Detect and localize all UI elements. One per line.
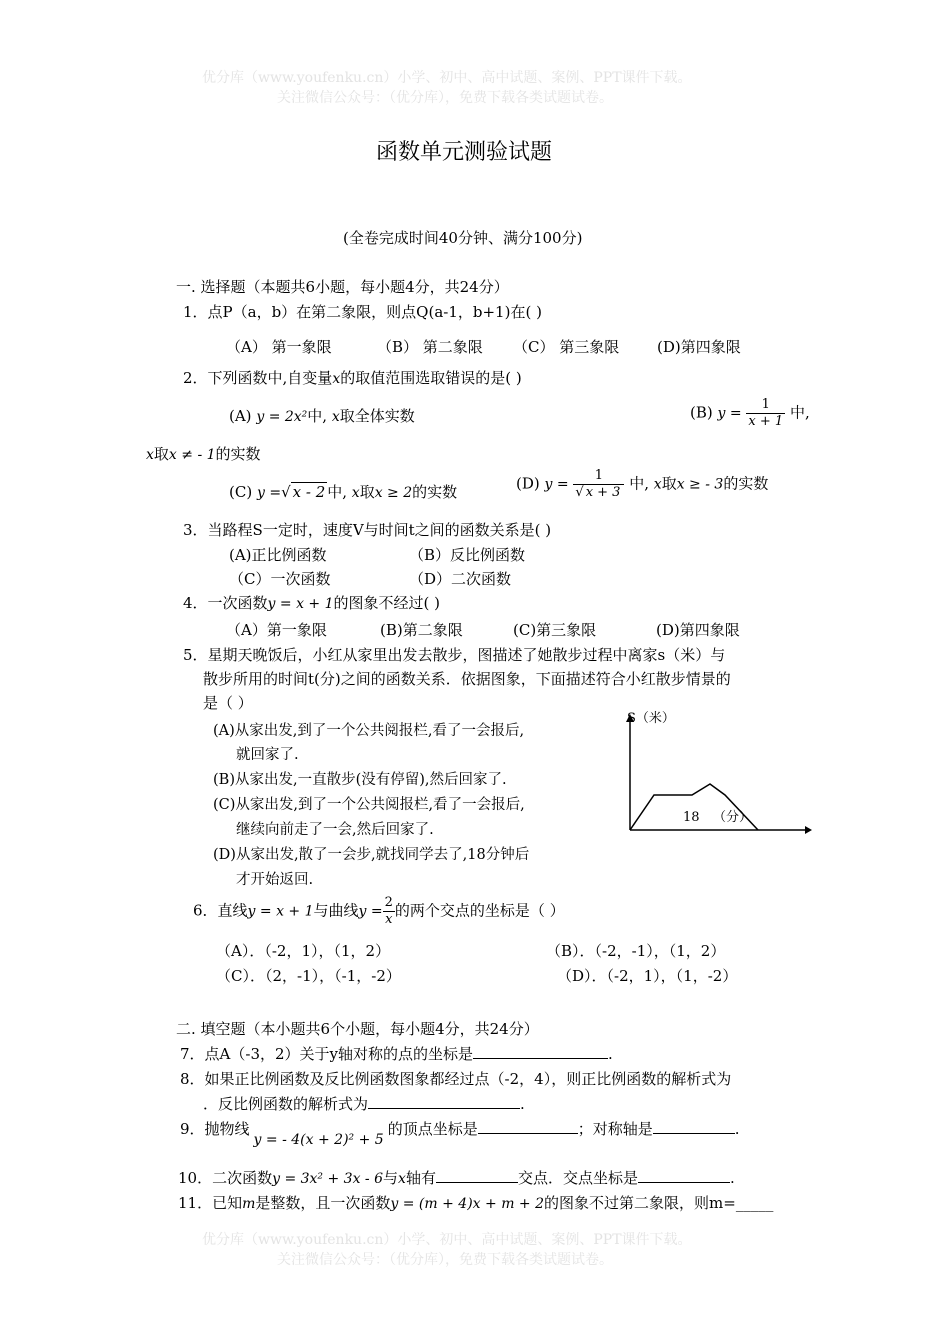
q9 <box>180 1118 740 1148</box>
q9-text-c: ；对称轴是 <box>577 1120 653 1138</box>
q5-stem-line3: 是（ ） <box>203 694 253 712</box>
q7-text: 7．点A（-3，2）关于y轴对称的点的坐标是 <box>180 1045 474 1063</box>
q2-d-tail3: 的实数 <box>723 474 769 493</box>
q5-option-d-line2: 才开始返回. <box>236 872 314 888</box>
q2-b-label: (B) <box>690 403 713 422</box>
watermark-top-line1: 优分库（www.youfenku.cn）小学、初中、高中试题、案例、PPT课件下载。 <box>202 70 692 86</box>
q6-option-d: （D）．（-2，1），（1，-2） <box>557 967 738 985</box>
q10-end: . <box>729 1169 735 1187</box>
q2-d-num: 1 <box>573 468 624 485</box>
q11-text-c: 的图象不过第二象限，则m= <box>544 1194 736 1212</box>
q7-answer-blank[interactable] <box>473 1044 608 1059</box>
q2-option-c: (C) y =√ x - 2 中, x取x ≥ 2的实数 <box>229 483 458 501</box>
q8-text: ．反比例函数的解析式为 <box>203 1095 369 1113</box>
q2-b-cont-tail: 的实数 <box>215 445 261 463</box>
q5-graph-x-arrow <box>805 826 812 834</box>
q11-var: m <box>242 1196 256 1212</box>
q2-b-tail: 中, <box>789 403 810 422</box>
q2-a-var: x <box>331 409 340 425</box>
q2-c-tail2: 取 <box>359 483 375 501</box>
q6-option-b: （B）．（-2，-1），（1，2） <box>546 942 726 960</box>
q3-option-a: (A)正比例函数 <box>229 546 327 564</box>
q5-graph-t-label: 18 <box>683 810 700 825</box>
q5-graph-ylabel: S（米） <box>627 711 675 726</box>
q2-c-var: x <box>351 485 360 501</box>
q8-line1: 8．如果正比例函数及反比例函数图象都经过点（-2，4），则正比例函数的解析式为 <box>180 1070 732 1088</box>
q4-option-d: (D)第四象限 <box>656 621 740 639</box>
q1-option-d: (D)第四象限 <box>657 338 741 356</box>
q5-option-d-line1: (D)从家出发,散了一会步,就找同学去了,18分钟后 <box>213 847 530 863</box>
section1-heading: 一. 选择题（本题共6小题，每小题4分，共24分） <box>176 278 509 296</box>
q5-option-a-line1: (A)从家出发,到了一个公共阅报栏,看了一会报后, <box>213 723 525 739</box>
q6-fraction <box>383 895 395 928</box>
watermark-bottom-line2: 关注微信公众号：（优分库），免费下载各类试题试卷。 <box>277 1252 613 1268</box>
q2-option-b <box>690 397 810 430</box>
q4-stem-a: 4．一次函数 <box>183 594 268 612</box>
q11-expr: y = (m + 4)x + m + 2 <box>390 1196 545 1212</box>
q2-b-num: 1 <box>746 397 785 414</box>
q3-option-d: （D）二次函数 <box>409 570 512 588</box>
q11-answer-blank[interactable]: _____ <box>735 1194 774 1212</box>
q2-c-radicand: x - 2 <box>292 483 326 501</box>
q2-stem-var: x <box>332 371 341 387</box>
q4-option-c: (C)第三象限 <box>513 621 597 639</box>
q2-d-radicand: x + 3 <box>585 485 621 500</box>
q2-b-cont-expr: x ≠ - 1 <box>168 447 216 463</box>
q2-a-label: (A) <box>229 407 252 425</box>
q2-d-lhs: y = <box>544 476 569 493</box>
q10-text-c: 轴有 <box>405 1169 436 1187</box>
q2-a-expr: y = 2x² <box>256 409 308 425</box>
q3-option-c: （C）一次函数 <box>229 570 331 588</box>
q10-points-blank[interactable] <box>638 1168 730 1183</box>
q2-c-lhs: y = <box>256 485 282 501</box>
q5-option-b-line1: (B)从家出发,一直散步(没有停留),然后回家了. <box>213 772 507 788</box>
q2-c-tail3: 的实数 <box>412 483 458 501</box>
page-subtitle: (全卷完成时间40分钟、满分100分) <box>343 229 583 247</box>
q2-c-cond: x ≥ 2 <box>374 485 413 501</box>
page-title: 函数单元测验试题 <box>376 140 553 165</box>
q2-c-tail: 中, <box>327 483 352 501</box>
q6-den: x <box>385 912 393 927</box>
q8-answer-blank[interactable] <box>368 1094 520 1109</box>
q2-stem <box>183 367 522 388</box>
q5-stem-line2: 散步所用的时间t(分)之间的函数关系．依据图象，下面描述符合小红散步情景的 <box>203 670 731 688</box>
q2-b-fraction <box>746 397 785 430</box>
q9-text-b: 的顶点坐标是 <box>387 1120 478 1138</box>
q6-option-c: （C）．（2，-1），（-1，-2） <box>216 967 401 985</box>
q3-stem: 3．当路程S一定时，速度V与时间t之间的函数关系是( ) <box>183 521 552 539</box>
q4-stem-b: 的图象不经过( ) <box>333 594 441 612</box>
watermark-top-line2: 关注微信公众号：（优分库），免费下载各类试题试卷。 <box>277 90 613 106</box>
q11-text: 11．已知 <box>178 1194 243 1212</box>
q6-stem <box>193 895 565 928</box>
q1-option-c: （C） 第三象限 <box>513 338 620 356</box>
q5-option-c-line1: (C)从家出发,到了一个公共阅报栏,看了一会报后, <box>213 797 525 813</box>
q5-graph <box>610 708 815 848</box>
q6-stem-a: 6．直线 <box>193 901 248 920</box>
q4-stem-expr: y = x + 1 <box>267 596 334 612</box>
q6-stem-b: 与曲线 <box>313 901 359 920</box>
watermark-bottom-line1: 优分库（www.youfenku.cn）小学、初中、高中试题、案例、PPT课件下载。 <box>202 1232 692 1248</box>
q2-a-tail2: 取全体实数 <box>339 407 415 425</box>
q9-expr: y = - 4(x + 2)² + 5 <box>253 1132 384 1148</box>
q5-stem-line1: 5．星期天晚饭后，小红从家里出发去散步，图描述了她散步过程中离家s（米）与 <box>183 646 726 664</box>
q1-option-a: （A） 第一象限 <box>226 338 332 356</box>
q11 <box>178 1192 773 1213</box>
q10-count-blank[interactable] <box>436 1168 518 1183</box>
q2-b-cont: 取 <box>153 445 169 463</box>
q2-b-cont-var: x <box>146 447 154 463</box>
q9-text: 9．抛物线 <box>180 1120 250 1138</box>
q2-b-lhs: y = <box>717 405 742 422</box>
q10 <box>178 1167 735 1188</box>
q4-option-b: (B)第二象限 <box>380 621 463 639</box>
q4-option-a: （A）第一象限 <box>226 621 327 639</box>
section2-heading: 二. 填空题（本小题共6个小题，每小题4分，共24分） <box>176 1020 539 1038</box>
q2-b-den: x + 1 <box>748 414 784 429</box>
q2-d-tail2: 取 <box>661 474 677 493</box>
q2-d-den: √ x + 3 <box>575 485 621 500</box>
q2-option-b-continued <box>146 443 261 464</box>
q5-option-c-line2: 继续向前走了一会,然后回家了. <box>236 822 434 838</box>
q10-text: 10．二次函数 <box>178 1169 273 1187</box>
q2-d-cond: x ≥ - 3 <box>676 476 724 493</box>
q6-stem-c: 的两个交点的坐标是（ ） <box>394 901 565 920</box>
q9-vertex-blank[interactable] <box>478 1119 578 1134</box>
q1-stem: 1．点P（a，b）在第二象限，则点Q(a-1，b+1)在( ) <box>183 303 542 321</box>
q6-option-a: （A）．（-2，1），（1，2） <box>216 942 391 960</box>
q1-option-b: （B） 第二象限 <box>377 338 483 356</box>
q9-end: . <box>734 1120 740 1138</box>
q4-stem <box>183 592 440 613</box>
q5-graph-xlabel: （分） <box>713 810 753 825</box>
q10-var: x <box>398 1171 406 1187</box>
q8-end: . <box>520 1095 525 1113</box>
q2-d-var: x <box>653 476 662 493</box>
q10-text-b: 与 <box>383 1169 399 1187</box>
q3-option-b: （B）反比例函数 <box>409 546 526 564</box>
q2-stem-text: 2．下列函数中,自变量 <box>183 369 333 387</box>
q2-d-fraction <box>573 468 624 501</box>
q8-line2 <box>203 1093 525 1114</box>
q2-option-d <box>516 468 768 501</box>
q2-a-tail: 中, <box>307 407 332 425</box>
q6-stem-expr1: y = x + 1 <box>247 903 314 920</box>
q6-stem-lhs: y = <box>358 903 383 920</box>
q7-end: . <box>608 1045 613 1063</box>
q5-option-a-line2: 就回家了. <box>236 747 299 763</box>
q10-text-d: 交点．交点坐标是 <box>517 1169 638 1187</box>
q11-text-b: 是整数，且一次函数 <box>255 1194 391 1212</box>
q2-d-tail: 中, <box>629 474 654 493</box>
q7 <box>180 1043 613 1064</box>
q2-c-label: (C) <box>229 483 253 501</box>
q10-expr: y = 3x² + 3x - 6 <box>272 1171 384 1187</box>
q2-d-label: (D) <box>516 474 540 493</box>
q2-option-a <box>229 405 415 426</box>
q2-stem-tail: 的取值范围选取错误的是( ) <box>340 369 522 387</box>
q6-num: 2 <box>384 895 393 910</box>
q9-axis-blank[interactable] <box>653 1119 735 1134</box>
